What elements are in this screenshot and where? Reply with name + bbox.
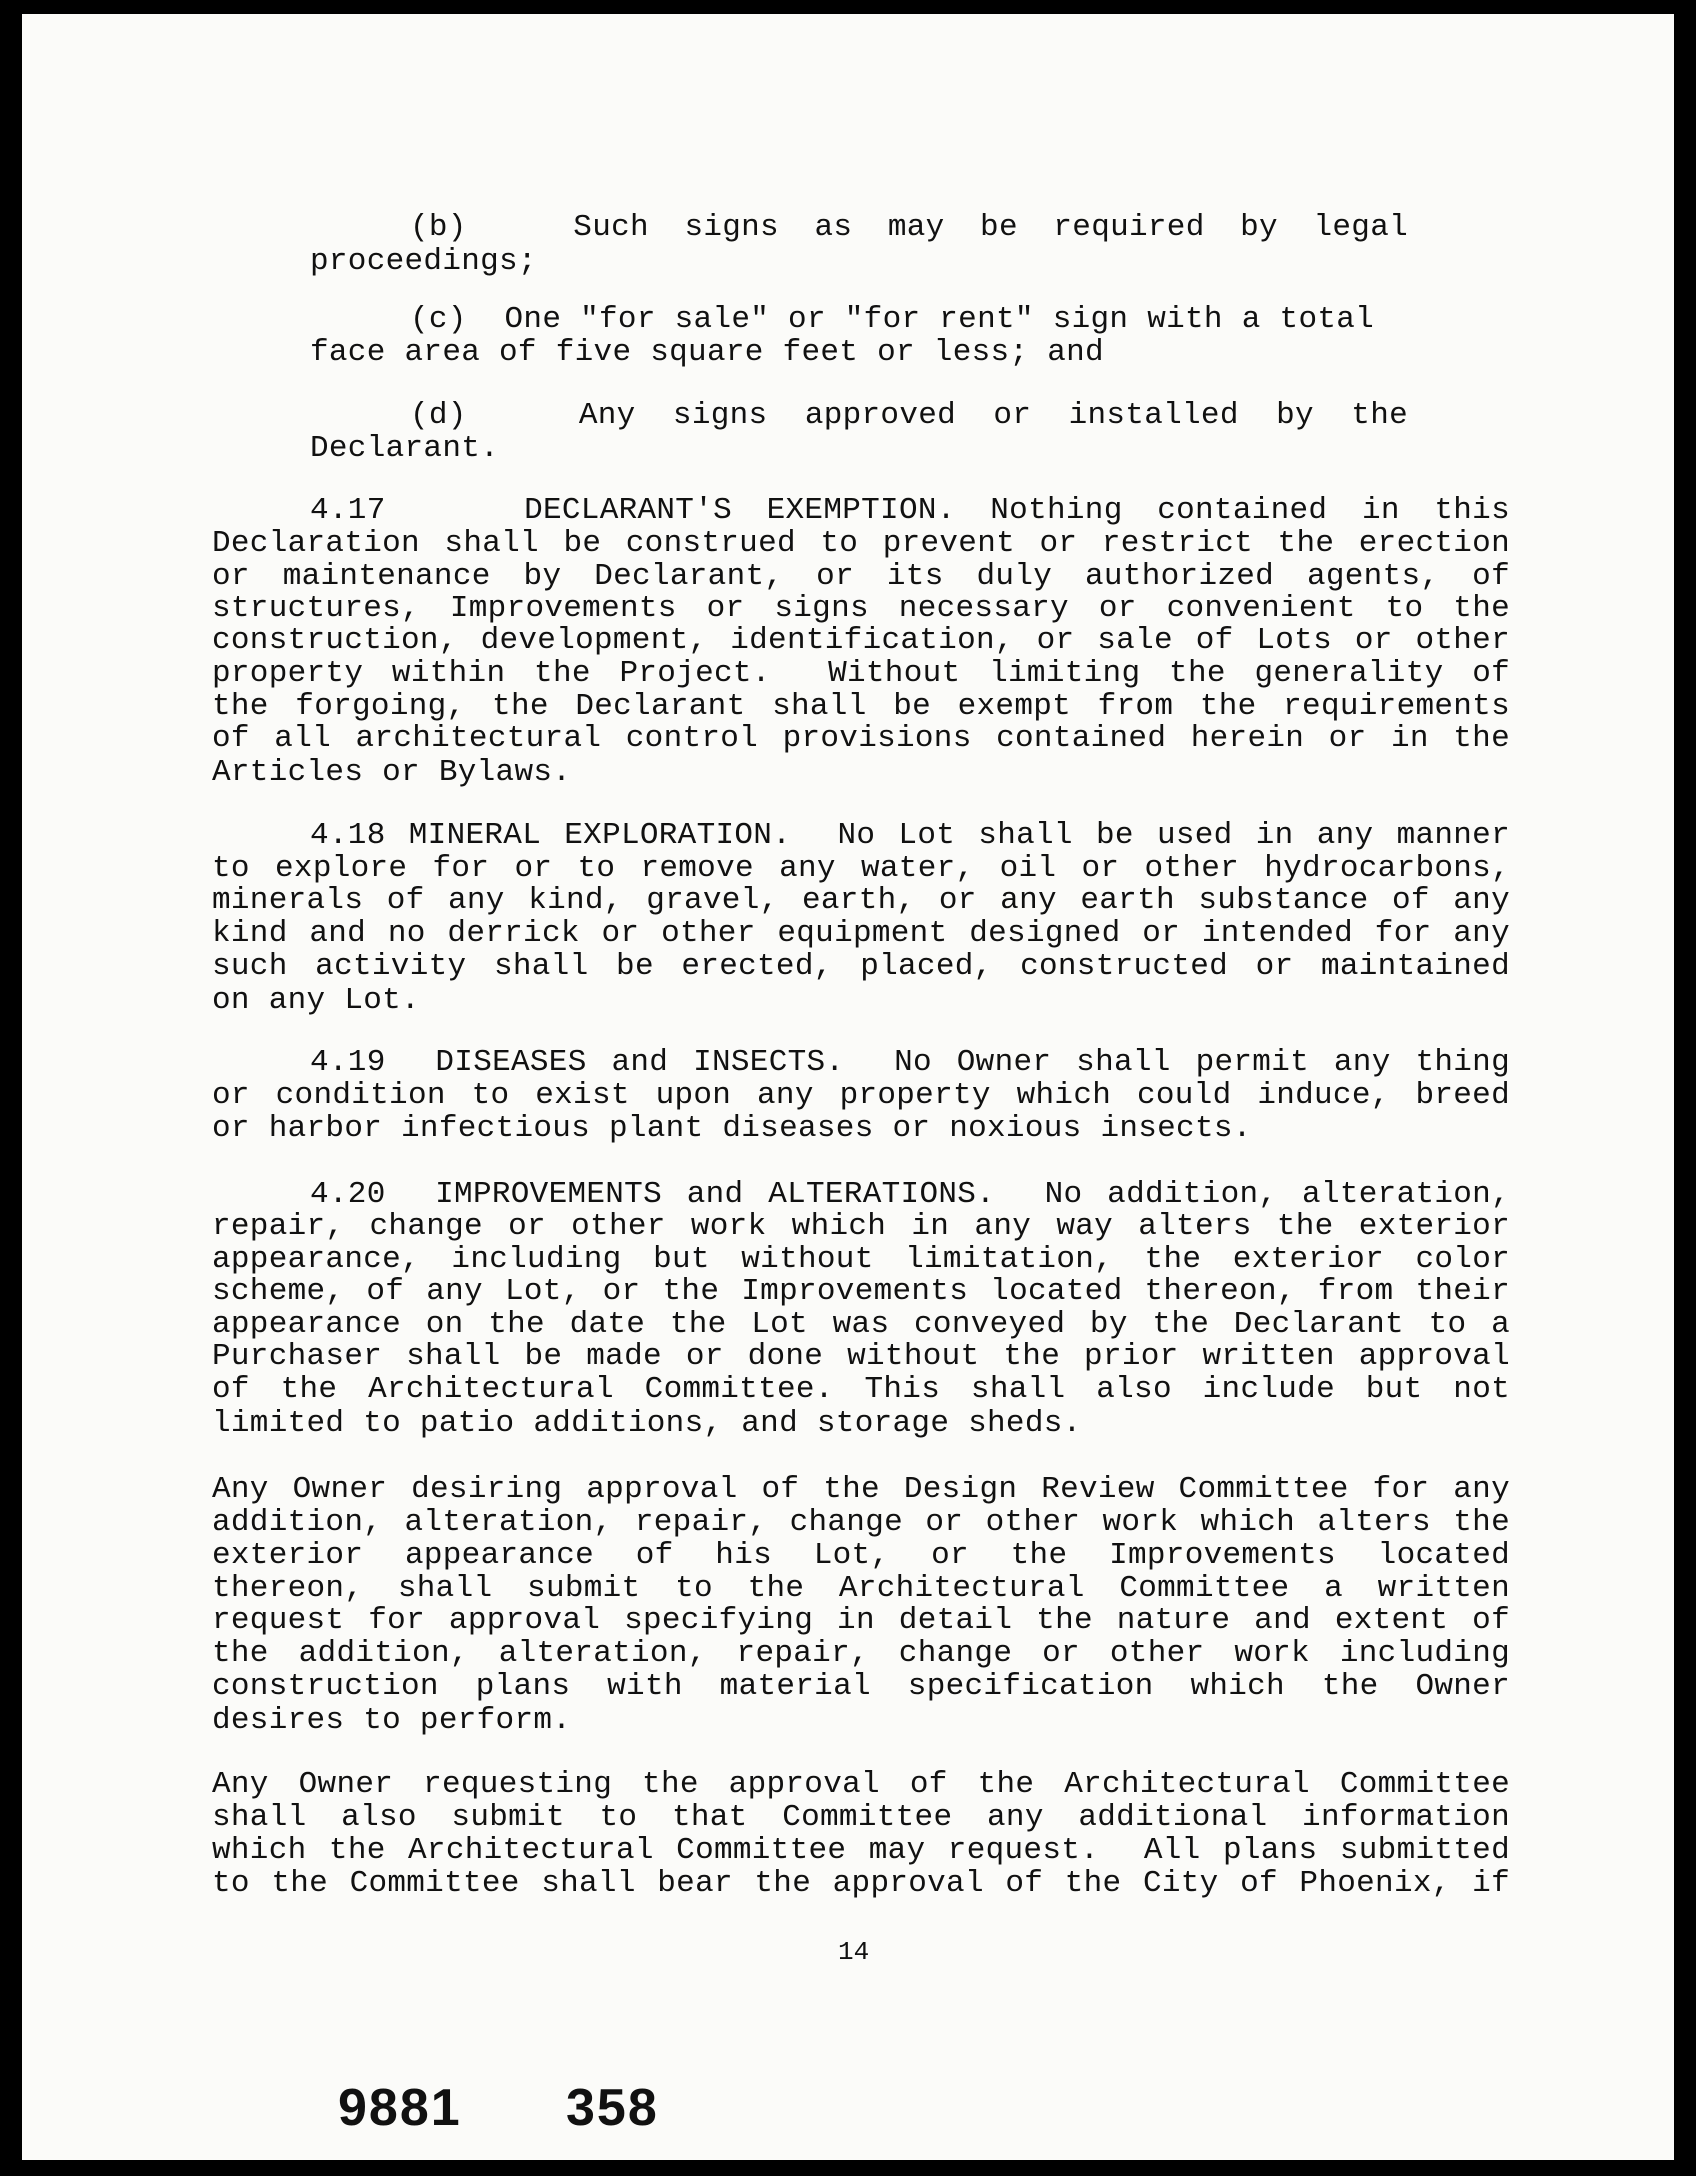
section-line: Declaration shall be construed to prevent or restrict the erection: [212, 526, 1510, 561]
page-number: 14: [838, 1937, 870, 1967]
section-line: structures, Improvements or signs necessary or convenient to the: [212, 591, 1510, 626]
section-line: the forgoing, the Declarant shall be exempt from the requirements: [212, 689, 1510, 724]
section-line: 4.20 IMPROVEMENTS and ALTERATIONS. No addition, alteration,: [310, 1177, 1510, 1212]
section-line: construction, development, identification, or sale of Lots or other: [212, 623, 1510, 658]
paragraph-line: desires to perform.: [212, 1703, 572, 1738]
section-line: 4.18 MINERAL EXPLORATION. No Lot shall be used in any manner: [310, 818, 1510, 853]
paragraph-line: exterior appearance of his Lot, or the Improvements located: [212, 1538, 1510, 1573]
document-page: [22, 14, 1674, 2160]
paragraph-line: which the Architectural Committee may request. All plans submitted: [212, 1833, 1510, 1868]
section-line: Purchaser shall be made or done without the prior written approval: [212, 1339, 1510, 1374]
section-line: property within the Project. Without limiting the generality of: [212, 656, 1510, 691]
paragraph-line: the addition, alteration, repair, change or other work including: [212, 1636, 1510, 1671]
paragraph-line: addition, alteration, repair, change or other work which alters the: [212, 1505, 1510, 1540]
paragraph-line: shall also submit to that Committee any additional information: [212, 1800, 1510, 1835]
section-line: limited to patio additions, and storage sheds.: [212, 1406, 1082, 1441]
section-line: appearance, including but without limitation, the exterior color: [212, 1242, 1510, 1277]
paragraph-line: Any Owner requesting the approval of the Architectural Committee: [212, 1767, 1510, 1802]
section-line: 4.19 DISEASES and INSECTS. No Owner shall permit any thing: [310, 1045, 1510, 1080]
item-b-line: proceedings;: [310, 244, 537, 279]
section-line: of all architectural control provisions contained herein or in the: [212, 721, 1510, 756]
item-c-line: face area of five square feet or less; and: [310, 335, 1104, 370]
paragraph-line: construction plans with material specification which the Owner: [212, 1669, 1510, 1704]
section-line: or harbor infectious plant diseases or noxious insects.: [212, 1111, 1252, 1146]
section-line: kind and no derrick or other equipment designed or intended for any: [212, 916, 1510, 951]
paragraph-line: to the Committee shall bear the approval of the City of Phoenix, if: [212, 1866, 1510, 1901]
paragraph-line: thereon, shall submit to the Architectural Committee a written: [212, 1571, 1510, 1606]
section-line: of the Architectural Committee. This shall also include but not: [212, 1372, 1510, 1407]
recording-ref-book: 9881: [338, 2079, 462, 2137]
section-line: 4.17 DECLARANT'S EXEMPTION. Nothing contained in this: [310, 493, 1510, 528]
section-line: or condition to exist upon any property which could induce, breed: [212, 1078, 1510, 1113]
recording-ref-page: 358: [566, 2079, 659, 2137]
section-line: to explore for or to remove any water, oil or other hydrocarbons,: [212, 851, 1510, 886]
section-line: on any Lot.: [212, 983, 420, 1018]
section-line: appearance on the date the Lot was conveyed by the Declarant to a: [212, 1307, 1510, 1342]
section-line: or maintenance by Declarant, or its duly authorized agents, of: [212, 559, 1510, 594]
item-d-line: (d) Any signs approved or installed by the: [410, 398, 1408, 433]
section-line: scheme, of any Lot, or the Improvements located thereon, from their: [212, 1274, 1510, 1309]
paragraph-line: request for approval specifying in detail the nature and extent of: [212, 1603, 1510, 1638]
section-line: such activity shall be erected, placed, constructed or maintained: [212, 949, 1510, 984]
item-c-line: (c) One "for sale" or "for rent" sign with a total: [410, 302, 1375, 337]
section-line: repair, change or other work which in any way alters the exterior: [212, 1209, 1510, 1244]
section-line: minerals of any kind, gravel, earth, or any earth substance of any: [212, 883, 1510, 918]
item-b-line: (b) Such signs as may be required by legal: [410, 210, 1408, 245]
item-d-line: Declarant.: [310, 431, 500, 466]
paragraph-line: Any Owner desiring approval of the Design Review Committee for any: [212, 1472, 1510, 1507]
section-line: Articles or Bylaws.: [212, 755, 572, 790]
